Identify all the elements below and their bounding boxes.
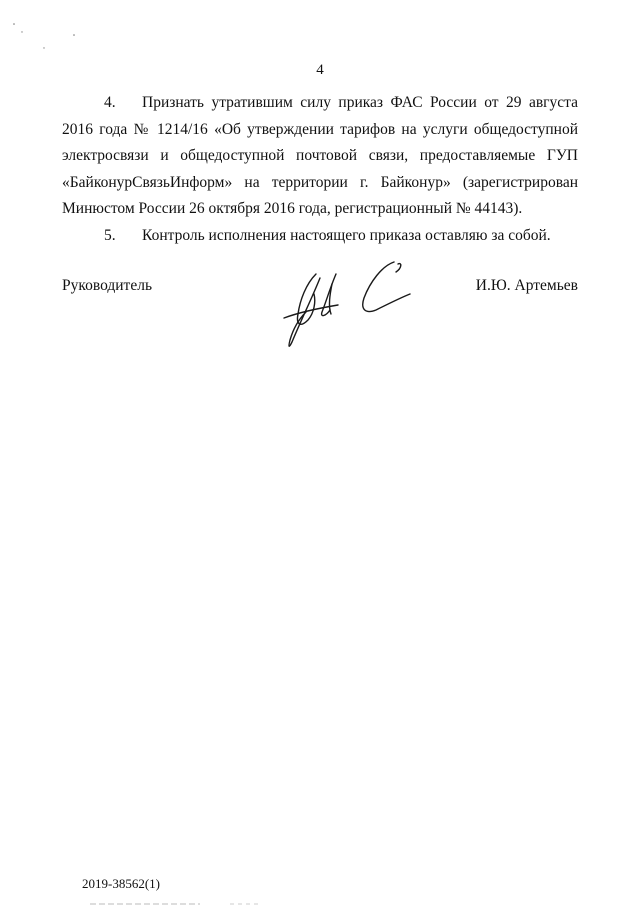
paragraph-number: 5.	[104, 226, 116, 244]
scan-bottom-edge	[0, 897, 640, 905]
paragraph-5	[62, 223, 578, 250]
paragraph-4	[62, 90, 578, 223]
paragraph-text: Контроль исполнения настоящего приказа оставляю за собой.	[142, 226, 551, 244]
handwritten-signature-icon	[276, 258, 426, 353]
scan-noise	[0, 0, 120, 60]
document-body	[62, 90, 578, 249]
signatory-name: И.Ю. Артемьев	[475, 277, 578, 294]
paragraph-text: Признать утратившим силу приказ ФАС России от 29 августа 2016 года № 1214/16 «Об утверждении тарифов на услуги общедоступной электросвязи и общедоступной почтовой связи, предоставляемые ГУП «БайконурСвязьИнформ» на территории г. Байконур» (зарегистрирован Минюстом России 26 октября 2016 года, регистрационный № 44143).	[62, 94, 578, 217]
document-id: 2019-38562(1)	[82, 876, 160, 891]
paragraph-number: 4.	[104, 94, 116, 111]
page-number: 4	[316, 62, 324, 78]
signatory-title: Руководитель	[62, 277, 153, 294]
